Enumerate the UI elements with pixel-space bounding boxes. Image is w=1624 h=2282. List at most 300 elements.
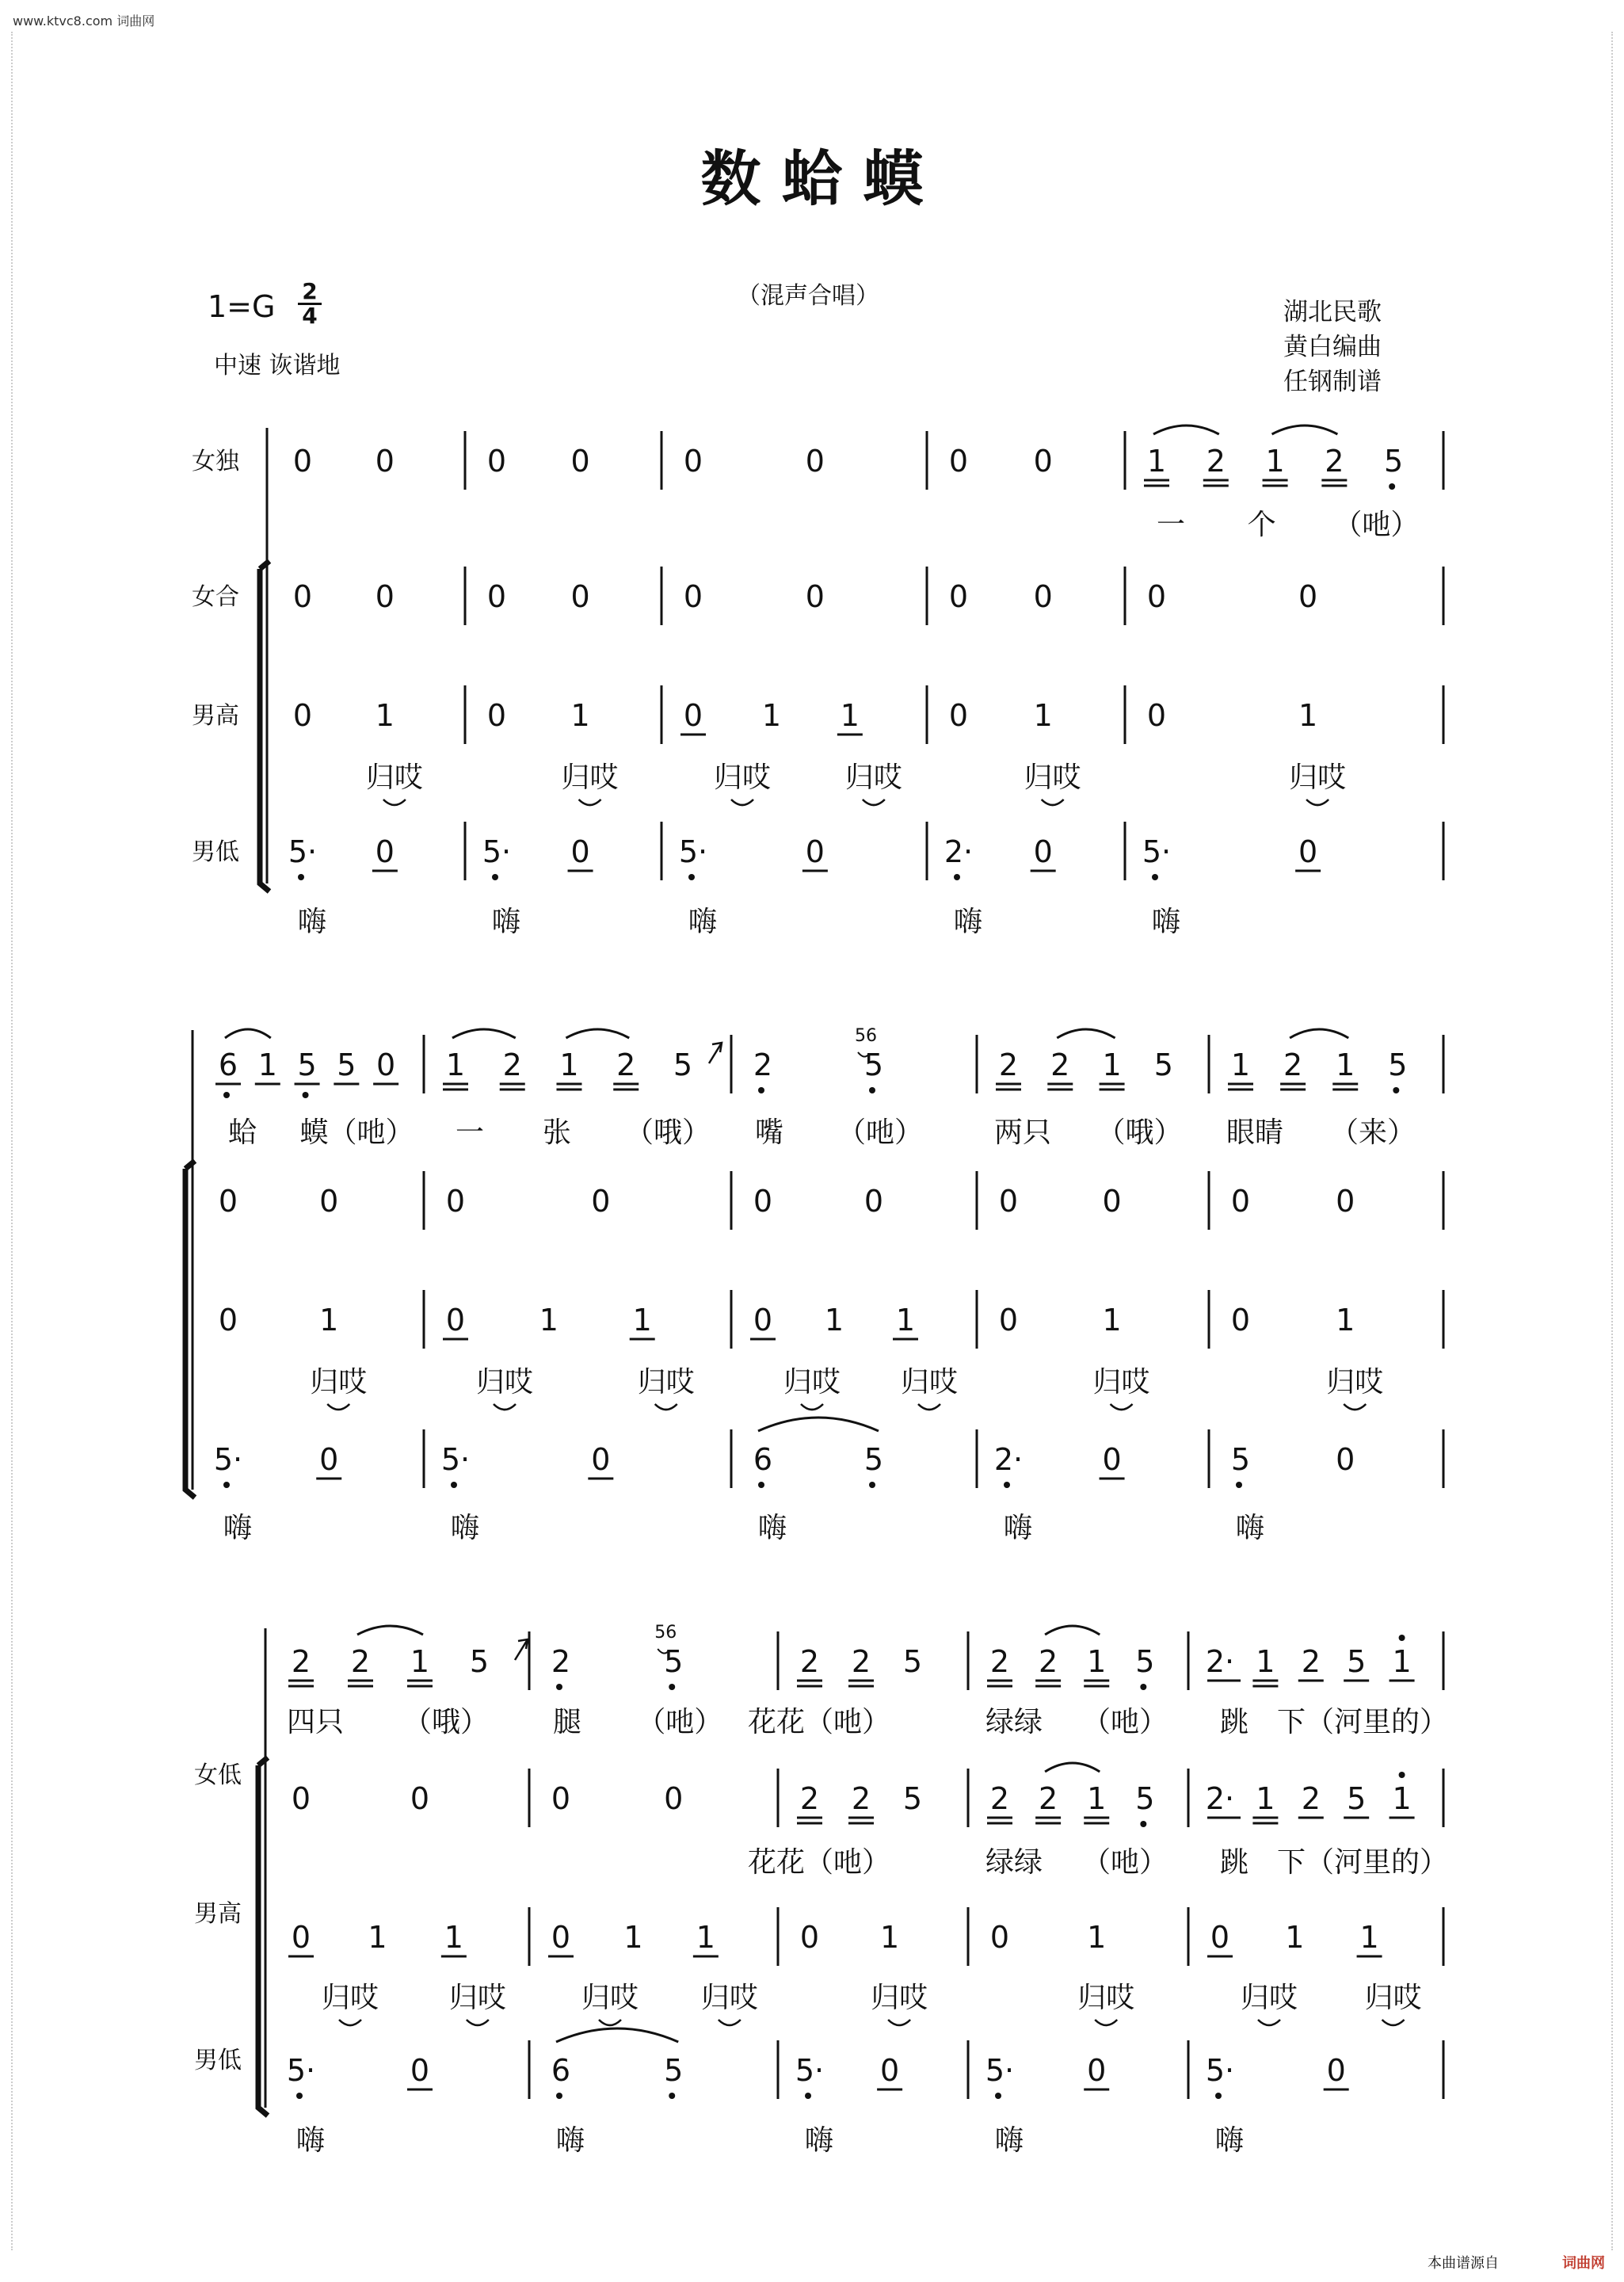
note: 0 (1298, 834, 1318, 869)
slur (1153, 425, 1219, 434)
time-signature-denominator: 4 (298, 303, 322, 327)
note: 2 (989, 1781, 1010, 1816)
credit-arranger: 黄白编曲 (1283, 333, 1382, 361)
lyric: 嗨 (804, 2124, 834, 2157)
note: 0 (375, 834, 395, 869)
note: 5· (1205, 2053, 1235, 2088)
note: 5 (1388, 1048, 1408, 1082)
note: 1 (623, 1920, 643, 1955)
note: 0 (664, 1781, 684, 1816)
note: 5 (469, 1644, 490, 1679)
note: 0 (1087, 2053, 1107, 2088)
lyric-syllable: 归哎 (713, 761, 772, 794)
slur (452, 1029, 516, 1038)
lyric-slur (327, 1404, 349, 1410)
octave-dot-below (688, 874, 695, 880)
note: 0 (799, 1920, 820, 1955)
note: 2 (753, 1048, 773, 1082)
lyric-syllable: 归哎 (871, 1982, 928, 2014)
lyric-syllable: 归哎 (365, 761, 423, 794)
note: 1 (539, 1303, 558, 1338)
octave-dot-below (758, 1482, 764, 1488)
octave-dot-below (1215, 2093, 1222, 2099)
note: 2 (502, 1048, 522, 1082)
note: 1 (1285, 1920, 1305, 1955)
note: 0 (218, 1184, 238, 1219)
lyric-syllable: 归哎 (1364, 1982, 1422, 2014)
note: 0 (486, 698, 507, 733)
note: 0 (998, 1184, 1019, 1219)
note: 0 (486, 579, 507, 614)
note: 1 (1087, 1781, 1107, 1816)
lyric: （吔） (1333, 509, 1420, 541)
octave-dot-below (669, 2093, 675, 2099)
note: 2 (1301, 1644, 1321, 1679)
note: 0 (1102, 1184, 1122, 1219)
note: 0 (753, 1184, 773, 1219)
grace-note: 56 (855, 1026, 877, 1046)
lyric-slur (599, 2020, 621, 2025)
note: 2 (616, 1048, 636, 1082)
note: 2 (1283, 1048, 1303, 1082)
note: 1 (1230, 1048, 1251, 1082)
note: 0 (375, 444, 395, 479)
lyric-slur (339, 2020, 361, 2025)
lyric-slur (888, 2020, 910, 2025)
note: 1 (1336, 1048, 1355, 1082)
note: 0 (1326, 2053, 1346, 2088)
lyric: （吔） (837, 1116, 924, 1149)
note: 5 (902, 1781, 923, 1816)
note: 0 (551, 1781, 571, 1816)
lyric-syllable: 归哎 (900, 1366, 959, 1399)
lyric-slur (655, 1404, 677, 1410)
note: 1 (880, 1920, 900, 1955)
note: 0 (683, 579, 703, 614)
note: 6 (218, 1048, 238, 1082)
song-subtitle: （混声合唱） (737, 282, 879, 310)
key-signature: 1=G (208, 289, 276, 324)
lyric: 嗨 (1151, 906, 1181, 938)
note: 2 (989, 1644, 1010, 1679)
lyric-syllable: 归哎 (448, 1982, 506, 2014)
slur (566, 1029, 629, 1038)
note: 5· (286, 2053, 316, 2088)
note: 1 (1359, 1920, 1379, 1955)
octave-dot-below (1152, 874, 1158, 880)
lyric-syllable: 归哎 (637, 1366, 695, 1399)
lyric-syllable: 归哎 (321, 1982, 379, 2014)
lyric: 嗨 (688, 906, 718, 938)
lyric: 个 (1247, 509, 1276, 541)
note: 0 (319, 1184, 339, 1219)
note: 2 (350, 1644, 371, 1679)
note: 6 (551, 2053, 571, 2088)
lyric-syllable: 归哎 (561, 761, 619, 794)
lyric: 两只 (993, 1116, 1052, 1149)
note: 0 (410, 2053, 430, 2088)
lyric-slur (918, 1404, 940, 1410)
note: 1 (445, 1048, 466, 1082)
note: 2· (1205, 1644, 1235, 1679)
note: 0 (998, 1303, 1019, 1338)
lyric: 跳 (1219, 1846, 1249, 1879)
lyric: 嗨 (1003, 1512, 1033, 1544)
tie (758, 1418, 879, 1431)
part-label: 男低 (192, 838, 239, 866)
credit-transcriber: 任钢制谱 (1283, 368, 1382, 396)
note: 5 (1135, 1781, 1155, 1816)
octave-dot-below (556, 2093, 562, 2099)
note: 1 (1298, 698, 1318, 733)
note: 5 (664, 1644, 684, 1679)
note: 2 (799, 1644, 820, 1679)
note: 0 (948, 698, 969, 733)
part-label: 女合 (192, 583, 239, 611)
note: 0 (591, 1442, 611, 1477)
note: 5 (664, 2053, 684, 2088)
octave-dot-below (303, 1092, 309, 1098)
note: 0 (1033, 834, 1053, 869)
lyric: 嗨 (953, 906, 983, 938)
part-label: 男低 (194, 2047, 242, 2074)
lyric-syllable: 归哎 (1289, 761, 1347, 794)
lyric: （哦） (624, 1116, 711, 1149)
note: 5 (1135, 1644, 1155, 1679)
lyric: 绿绿 (985, 1846, 1043, 1879)
octave-dot-below (669, 1684, 675, 1690)
note: 2 (799, 1781, 820, 1816)
lyric-slur (1344, 1404, 1366, 1410)
lyric-syllable: 归哎 (1024, 761, 1081, 794)
note: 1 (895, 1303, 916, 1338)
note: 2 (1325, 444, 1344, 479)
lyric: 嘴 (754, 1116, 784, 1149)
lyric-slur (863, 799, 885, 805)
lyric: 腿 (552, 1706, 582, 1738)
lyric-syllable: 归哎 (475, 1366, 534, 1399)
note: 0 (591, 1184, 611, 1219)
note: 1 (368, 1920, 387, 1955)
lyric: （吔） (1081, 1846, 1168, 1879)
note: 5 (1230, 1442, 1251, 1477)
note: 5 (902, 1644, 923, 1679)
note: 6 (753, 1442, 773, 1477)
note: 5· (678, 834, 708, 869)
lyric: 嗨 (450, 1512, 480, 1544)
lyric: 嗨 (295, 2124, 326, 2157)
note: 5 (673, 1048, 693, 1082)
lyric-slur (494, 1404, 516, 1410)
note: 0 (291, 1781, 311, 1816)
note: 5 (297, 1048, 317, 1082)
note: 0 (805, 579, 825, 614)
note: 0 (1298, 579, 1318, 614)
song-title: 数 蛤 蟆 (700, 143, 924, 214)
part-label: 女独 (192, 448, 239, 475)
credit-origin: 湖北民歌 (1283, 298, 1382, 326)
note: 1 (1087, 1644, 1107, 1679)
lyric: （吔） (637, 1706, 723, 1738)
part-label: 女低 (194, 1761, 242, 1789)
lyric: 下（河里的） (1276, 1846, 1449, 1879)
note: 1 (257, 1048, 277, 1082)
lyric: （哦） (1096, 1116, 1183, 1149)
note: 2 (551, 1644, 571, 1679)
note: 5 (1347, 1781, 1367, 1816)
note: 0 (753, 1303, 773, 1338)
octave-dot-below (556, 1684, 562, 1690)
note: 2 (998, 1048, 1019, 1082)
lyric-slur (1306, 799, 1329, 805)
note: 5 (337, 1048, 356, 1082)
note: 0 (291, 1920, 311, 1955)
note: 2 (1039, 1644, 1058, 1679)
breath-mark (515, 1639, 528, 1660)
site-watermark: www.ktvc8.com 词曲网 (13, 13, 155, 29)
note: 1 (824, 1303, 844, 1338)
lyric: 蟆（吔） (299, 1116, 414, 1149)
lyric: 嗨 (555, 2124, 585, 2157)
note: 0 (683, 698, 703, 733)
octave-dot-below (869, 1087, 875, 1093)
note: 0 (1033, 444, 1053, 479)
slur (1045, 1626, 1100, 1635)
note: 0 (1033, 579, 1053, 614)
note: 2 (1301, 1781, 1321, 1816)
time-signature-numerator: 2 (302, 278, 318, 304)
note: 0 (1102, 1442, 1122, 1477)
note: 0 (1230, 1303, 1251, 1338)
octave-dot-below (296, 2093, 303, 2099)
note: 1 (840, 698, 860, 733)
note: 1 (559, 1048, 579, 1082)
note: 0 (570, 579, 590, 614)
note: 5 (1384, 444, 1404, 479)
lyric: 嗨 (297, 906, 327, 938)
note: 0 (948, 444, 969, 479)
lyric: （来） (1329, 1116, 1416, 1149)
slur (1057, 1029, 1115, 1038)
breath-mark (709, 1043, 722, 1063)
octave-dot-below (1389, 483, 1395, 490)
lyric: 张 (542, 1116, 572, 1149)
footer-source: 本曲谱源自 (1428, 2255, 1499, 2272)
note: 1 (1102, 1048, 1122, 1082)
lyric: 眼睛 (1226, 1116, 1284, 1149)
note: 0 (376, 1048, 396, 1082)
note: 5· (1142, 834, 1172, 869)
lyric-syllable: 归哎 (1092, 1366, 1150, 1399)
note: 2· (993, 1442, 1024, 1477)
lyric-syllable: 归哎 (700, 1982, 758, 2014)
note: 5· (482, 834, 512, 869)
octave-dot-below (1004, 1482, 1010, 1488)
octave-dot-below (1140, 1684, 1146, 1690)
note: 1 (1265, 444, 1285, 479)
note: 1 (761, 698, 782, 733)
lyric: 嗨 (757, 1512, 787, 1544)
note: 1 (1256, 1644, 1275, 1679)
slur (225, 1029, 271, 1038)
note: 0 (1336, 1442, 1355, 1477)
lyric: 嗨 (223, 1512, 253, 1544)
lyric-slur (1258, 2020, 1280, 2025)
note: 5· (985, 2053, 1015, 2088)
note: 0 (445, 1303, 466, 1338)
tempo-marking: 中速 诙谐地 (214, 352, 341, 380)
note: 0 (1146, 698, 1167, 733)
note: 1 (375, 698, 395, 733)
part-label: 男高 (192, 702, 239, 730)
octave-dot-below (1140, 1821, 1146, 1827)
lyric: 四只 (286, 1706, 345, 1738)
lyric: 下（河里的） (1276, 1706, 1449, 1738)
lyric: 蛤 (227, 1116, 257, 1149)
octave-dot-below (758, 1087, 764, 1093)
octave-dot-above (1399, 1772, 1405, 1778)
note: 2· (944, 834, 974, 869)
octave-dot-below (995, 2093, 1001, 2099)
note: 1 (632, 1303, 652, 1338)
grace-note: 56 (654, 1623, 677, 1643)
octave-dot-below (223, 1092, 230, 1098)
note: 0 (551, 1920, 571, 1955)
lyric: 嗨 (1235, 1512, 1265, 1544)
lyric: （吔） (1081, 1706, 1168, 1738)
note: 1 (1336, 1303, 1355, 1338)
note: 1 (696, 1920, 715, 1955)
note: 1 (319, 1303, 339, 1338)
note: 0 (1336, 1184, 1355, 1219)
lyric-syllable: 归哎 (1240, 1982, 1298, 2014)
lyric-slur (579, 799, 601, 805)
note: 5 (1347, 1644, 1367, 1679)
lyric-slur (1042, 799, 1064, 805)
note: 0 (292, 698, 313, 733)
octave-dot-below (492, 874, 498, 880)
lyric: 嗨 (994, 2124, 1024, 2157)
note: 0 (570, 834, 590, 869)
note: 0 (989, 1920, 1010, 1955)
note: 1 (1033, 698, 1053, 733)
note: 0 (805, 834, 825, 869)
note: 0 (805, 444, 825, 479)
note: 1 (1392, 1644, 1412, 1679)
lyric: 一 (455, 1116, 485, 1149)
lyric-syllable: 归哎 (783, 1366, 841, 1399)
octave-dot-below (298, 874, 304, 880)
octave-dot-below (1393, 1087, 1399, 1093)
note: 2 (291, 1644, 311, 1679)
lyric-slur (731, 799, 753, 805)
note: 0 (486, 444, 507, 479)
note: 0 (218, 1303, 238, 1338)
lyric-syllable: 归哎 (1077, 1982, 1135, 2014)
lyric-syllable: 归哎 (1326, 1366, 1384, 1399)
lyric: 嗨 (491, 906, 521, 938)
note: 5 (863, 1442, 884, 1477)
lyric: （哦） (402, 1706, 490, 1738)
lyric-syllable: 归哎 (844, 761, 902, 794)
octave-dot-below (954, 874, 960, 880)
note: 0 (683, 444, 703, 479)
lyric: 花花（吔） (747, 1706, 891, 1738)
slur (1045, 1763, 1100, 1772)
lyric-syllable: 归哎 (310, 1366, 368, 1399)
footer-site: 词曲网 (1562, 2255, 1605, 2272)
octave-dot-below (805, 2093, 811, 2099)
note: 1 (410, 1644, 430, 1679)
note: 0 (410, 1781, 430, 1816)
lyric: 跳 (1219, 1706, 1249, 1738)
note: 1 (1087, 1920, 1107, 1955)
note: 5· (213, 1442, 243, 1477)
note: 0 (863, 1184, 884, 1219)
note: 5 (863, 1048, 884, 1082)
lyric-slur (467, 2020, 489, 2025)
octave-dot-below (451, 1482, 457, 1488)
note: 1 (570, 698, 590, 733)
note: 5· (288, 834, 318, 869)
lyric: 嗨 (1214, 2124, 1245, 2157)
note: 2 (851, 1781, 871, 1816)
part-label: 男高 (194, 1900, 242, 1928)
note: 0 (1146, 579, 1167, 614)
note: 0 (1230, 1184, 1251, 1219)
note: 1 (1256, 1781, 1275, 1816)
lyric: 花花（吔） (747, 1846, 891, 1879)
slur (1290, 1029, 1348, 1038)
note: 1 (1146, 444, 1167, 479)
note: 2 (1039, 1781, 1058, 1816)
note: 5· (795, 2053, 825, 2088)
note: 1 (1102, 1303, 1122, 1338)
octave-dot-below (869, 1482, 875, 1488)
note: 2 (851, 1644, 871, 1679)
slur (357, 1626, 423, 1635)
lyric: 绿绿 (985, 1706, 1043, 1738)
lyric-slur (383, 799, 406, 805)
note: 0 (445, 1184, 466, 1219)
lyric: 一 (1156, 509, 1186, 541)
octave-dot-below (223, 1482, 230, 1488)
note: 2 (1206, 444, 1226, 479)
note: 1 (1392, 1781, 1412, 1816)
slur (1272, 425, 1338, 434)
tie (556, 2028, 678, 2042)
note: 0 (292, 444, 313, 479)
octave-dot-above (1399, 1635, 1405, 1641)
note: 5 (1153, 1048, 1173, 1082)
lyric-slur (1095, 2020, 1117, 2025)
note: 0 (570, 444, 590, 479)
note: 0 (375, 579, 395, 614)
lyric-slur (1382, 2020, 1405, 2025)
note: 1 (444, 1920, 463, 1955)
note: 0 (948, 579, 969, 614)
lyric-slur (801, 1404, 823, 1410)
lyric-slur (1111, 1404, 1133, 1410)
octave-dot-below (1236, 1482, 1242, 1488)
note: 2· (1205, 1781, 1235, 1816)
note: 2 (1050, 1048, 1070, 1082)
lyric-syllable: 归哎 (581, 1982, 639, 2014)
note: 0 (319, 1442, 339, 1477)
note: 5· (440, 1442, 471, 1477)
note: 0 (292, 579, 313, 614)
note: 0 (880, 2053, 900, 2088)
